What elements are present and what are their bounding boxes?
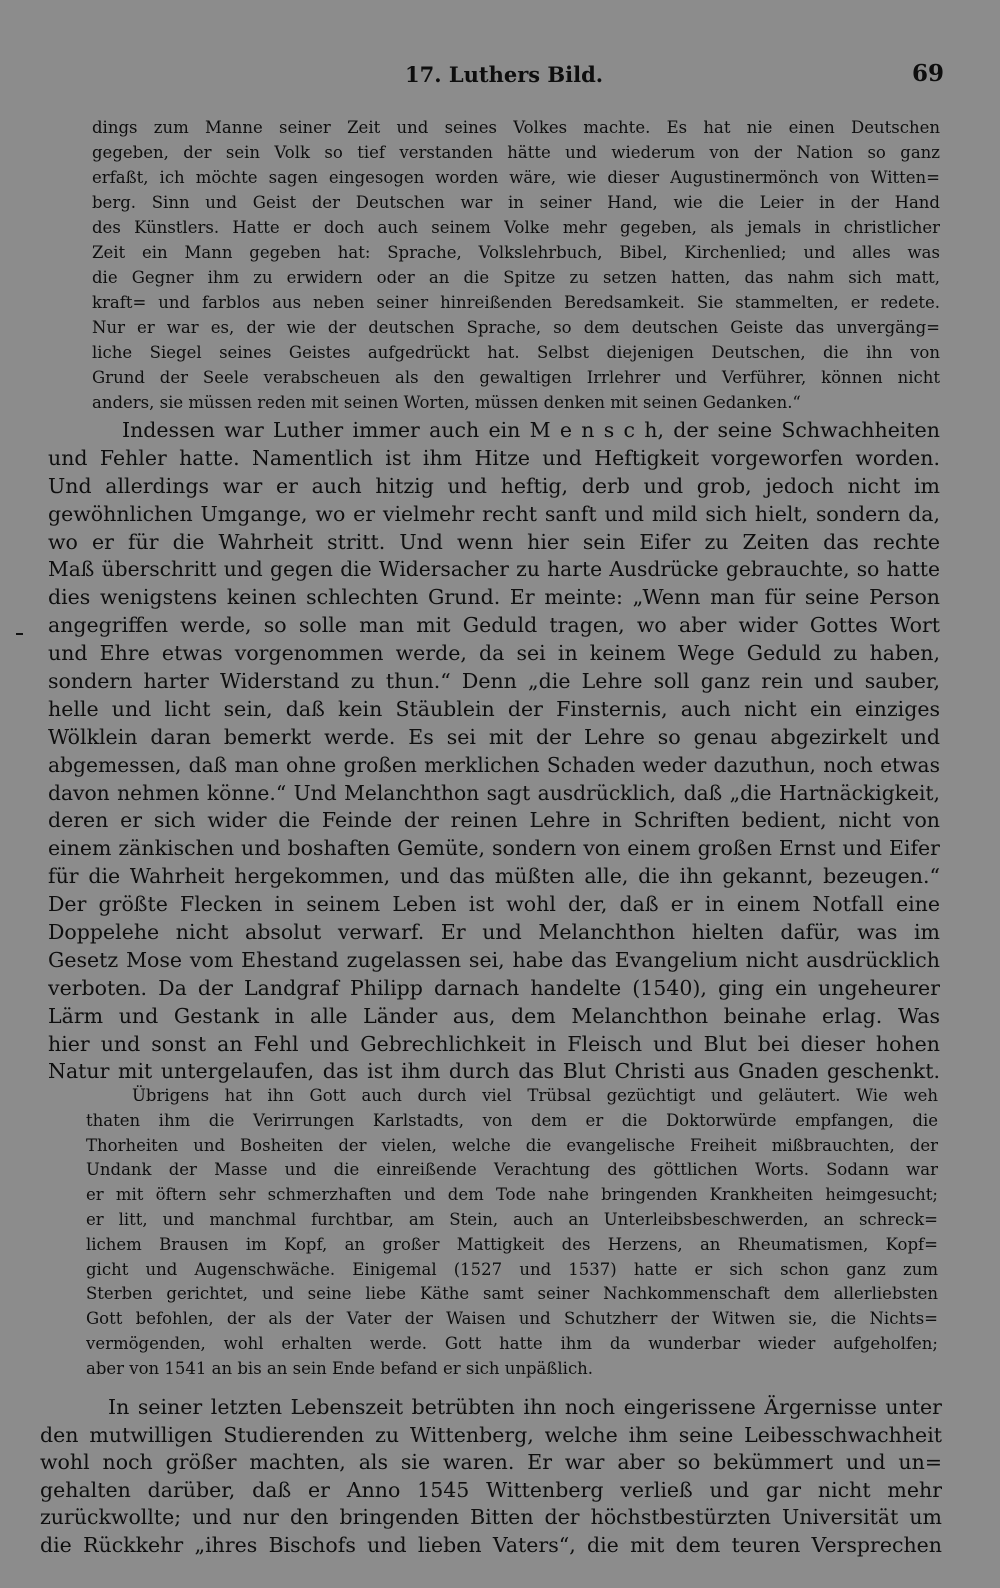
text-line: Thorheiten und Bosheiten der vielen, welche die evangelische Freiheit mißbrauchten, der xyxy=(86,1135,938,1155)
text-line: deren er sich wider die Feinde der reinen Lehre in Schriften bedient, nicht von xyxy=(48,808,940,833)
text-line: Nur er war es, der wie der deutschen Sprache, so dem deutschen Geiste das unvergäng= xyxy=(92,318,940,337)
text-line: gewöhnlichen Umgange, wo er vielmehr recht sanft und mild sich hielt, sondern da, xyxy=(48,501,940,526)
text-line: dings zum Manne seiner Zeit und seines Volkes machte. Es hat nie einen Deutschen xyxy=(92,118,940,137)
text-line: liche Siegel seines Geistes aufgedrückt hat. Selbst diejenigen Deutschen, die ihn von xyxy=(92,343,940,362)
small-print-paragraph xyxy=(86,1084,938,1382)
quotation-paragraph xyxy=(92,115,940,415)
text-line: dies wenigstens keinen schlechten Grund. Er meinte: „Wenn man für seine Person xyxy=(48,585,940,610)
text-line: berg. Sinn und Geist der Deutschen war in seiner Hand, wie die Leier in der Hand xyxy=(92,193,940,212)
text-line: Indessen war Luther immer auch ein M e n s c h, der seine Schwachheiten xyxy=(122,418,940,442)
text-line: helle und licht sein, daß kein Stäublein der Finsternis, auch nicht ein einziges xyxy=(48,696,940,721)
text-line: Und allerdings war er auch hitzig und heftig, derb und grob, jedoch nicht im xyxy=(48,473,940,498)
text-line: hier und sonst an Fehl und Gebrechlichkeit in Fleisch und Blut bei dieser hohen xyxy=(48,1031,940,1056)
text-line: wo er für die Wahrheit stritt. Und wenn hier sein Eifer zu Zeiten das rechte xyxy=(48,529,940,554)
text-line: die Gegner ihm zu erwidern oder an die Spitze zu setzen hatten, das nahm sich matt, xyxy=(92,268,940,287)
closing-paragraph xyxy=(40,1394,942,1560)
text-line: und Fehler hatte. Namentlich ist ihm Hitze und Heftigkeit vorgeworfen worden. xyxy=(48,445,940,470)
page-number: 69 xyxy=(912,60,945,87)
text-line: die Rückkehr „ihres Bischofs und lieben Vaters“, die mit dem teuren Versprechen xyxy=(40,1532,942,1557)
text-line: In seiner letzten Lebenszeit betrübten ihn noch eingerissene Ärgernisse unter xyxy=(108,1395,942,1419)
text-line: angegriffen werde, so solle man mit Geduld tragen, wo aber wider Gottes Wort xyxy=(48,613,940,638)
text-line: gicht und Augenschwäche. Einigemal (1527 und 1537) hatte er sich schon ganz zum xyxy=(86,1259,938,1279)
text-line: Sterben gerichtet, und seine liebe Käthe samt seiner Nachkommenschaft dem allerliebsten xyxy=(86,1284,938,1304)
text-line: thaten ihm die Verirrungen Karlstadts, von dem er die Doktorwürde empfangen, die xyxy=(86,1110,938,1130)
text-line: aber von 1541 an bis an sein Ende befand er sich unpäßlich. xyxy=(86,1358,594,1378)
chapter-title: 17. Luthers Bild. xyxy=(405,62,604,87)
text-line: Lärm und Gestank in alle Länder aus, dem Melanchthon beinahe erlag. Was xyxy=(48,1003,940,1028)
text-line: er mit öftern sehr schmerzhaften und dem Tode nahe bringenden Krankheiten heimgesucht; xyxy=(86,1185,938,1205)
margin-mark xyxy=(16,633,23,635)
text-line: anders, sie müssen reden mit seinen Worten, müssen denken mit seinen Gedanken.“ xyxy=(92,393,801,412)
text-line: erfaßt, ich möchte sagen eingesogen worden wäre, wie dieser Augustinermönch von Witten= xyxy=(92,168,940,187)
text-line: und Ehre etwas vorgenommen werde, da sei in keinem Wege Geduld zu haben, xyxy=(48,641,940,666)
text-line: lichem Brausen im Kopf, an großer Mattigkeit des Herzens, an Rheumatismen, Kopf= xyxy=(86,1234,938,1254)
text-line: Gesetz Mose vom Ehestand zugelassen sei, habe das Evangelium nicht ausdrücklich xyxy=(48,947,940,972)
text-line: gehalten darüber, daß er Anno 1545 Wittenberg verließ und gar nicht mehr xyxy=(40,1477,942,1502)
text-line: wohl noch größer machten, als sie waren. Er war aber so bekümmert und un= xyxy=(40,1450,942,1475)
text-line: Wölklein daran bemerkt werde. Es sei mit der Lehre so genau abgezirkelt und xyxy=(48,724,940,749)
text-line: Maß überschritt und gegen die Widersacher zu harte Ausdrücke gebrauchte, so hatte xyxy=(48,557,940,582)
text-line: sondern harter Widerstand zu thun.“ Denn „die Lehre soll ganz rein und sauber, xyxy=(48,669,940,694)
text-line: Zeit ein Mann gegeben hat: Sprache, Volkslehrbuch, Bibel, Kirchenlied; und alles was xyxy=(92,243,940,262)
text-line: Natur mit untergelaufen, das ist ihm durch das Blut Christi aus Gnaden geschenkt. xyxy=(48,1059,940,1084)
text-line: kraft= und farblos aus neben seiner hinreißenden Beredsamkeit. Sie stammelten, er redete. xyxy=(92,293,940,312)
text-line: Der größte Flecken in seinem Leben ist wohl der, daß er in einem Notfall eine xyxy=(48,892,940,917)
text-line: abgemessen, daß man ohne großen merklichen Schaden weder dazuthun, noch etwas xyxy=(48,752,940,777)
text-line: er litt, und manchmal furchtbar, am Stein, auch an Unterleibsbeschwerden, an schreck= xyxy=(86,1209,938,1229)
text-line: davon nehmen könne.“ Und Melanchthon sagt ausdrücklich, daß „die Hartnäckigkeit, xyxy=(48,780,940,805)
text-line: zurückwollte; und nur den bringenden Bitten der höchstbestürzten Universität um xyxy=(40,1505,942,1530)
text-line: Grund der Seele verabscheuen als den gewaltigen Irrlehrer und Verführer, können nicht xyxy=(92,368,940,387)
text-line: Undank der Masse und die einreißende Verachtung des göttlichen Worts. Sodann war xyxy=(86,1160,938,1180)
text-line: einem zänkischen und boshaften Gemüte, sondern von einem großen Ernst und Eifer xyxy=(48,836,940,861)
text-line: vermögenden, wohl erhalten werde. Gott hatte ihm da wunderbar wieder aufgeholfen; xyxy=(86,1333,938,1353)
text-line: Gott befohlen, der als der Vater der Waisen und Schutzherr der Witwen sie, die Nichts= xyxy=(86,1309,938,1329)
main-paragraph xyxy=(48,417,940,1086)
text-line: gegeben, der sein Volk so tief verstanden hätte und wiederum von der Nation so ganz xyxy=(92,143,940,162)
text-line: des Künstlers. Hatte er doch auch seinem Volke mehr gegeben, als jemals in christlicher xyxy=(92,218,940,237)
running-header xyxy=(0,56,1000,96)
text-line: verboten. Da der Landgraf Philipp darnach handelte (1540), ging ein ungeheurer xyxy=(48,975,940,1000)
text-line: Doppelehe nicht absolut verwarf. Er und Melanchthon hielten dafür, was im xyxy=(48,920,940,945)
text-line: Übrigens hat ihn Gott auch durch viel Trübsal gezüchtigt und geläutert. Wie weh xyxy=(132,1086,938,1105)
text-line: den mutwilligen Studierenden zu Wittenberg, welche ihm seine Leibesschwachheit xyxy=(40,1422,942,1447)
text-line: für die Wahrheit hergekommen, und das müßten alle, die ihn gekannt, bezeugen.“ xyxy=(48,864,940,889)
